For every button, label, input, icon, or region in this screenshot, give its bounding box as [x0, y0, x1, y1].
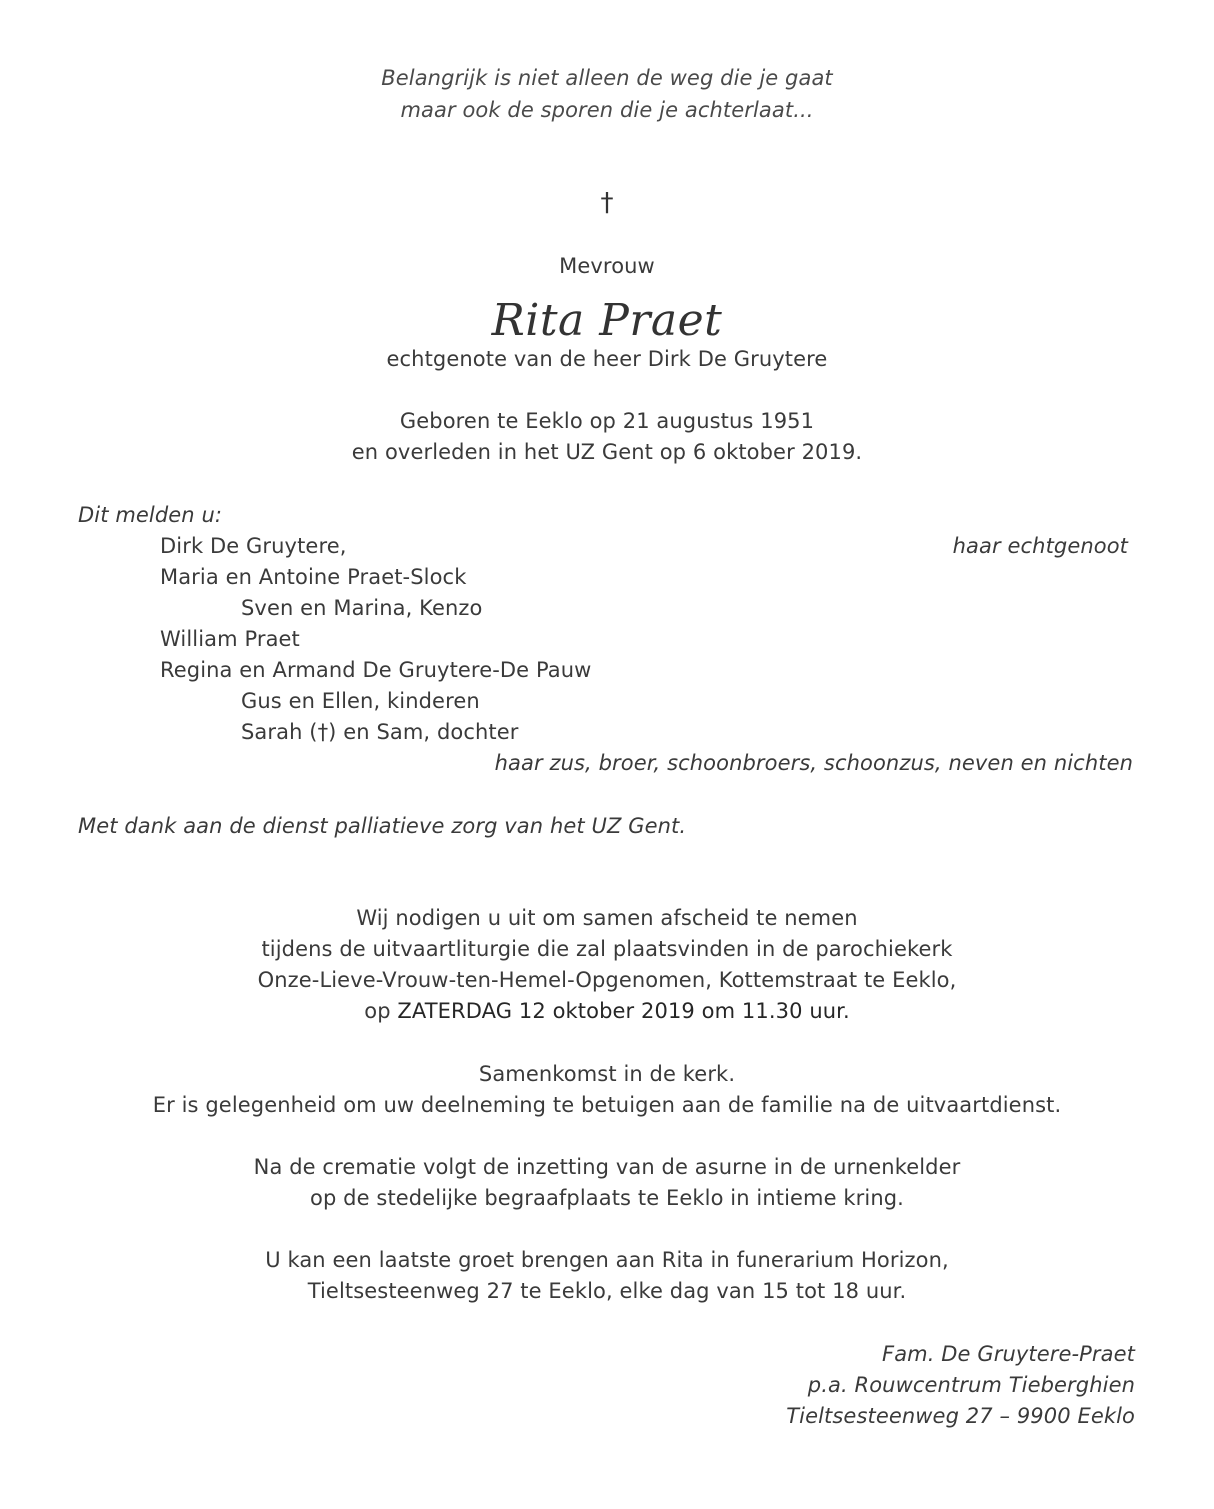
quote-line-2: maar ook de sporen die je achterlaat...	[400, 98, 814, 122]
ceremony-line-3: Onze-Lieve-Vrouw-ten-Hemel-Opgenomen, Kottemstraat te Eeklo,	[257, 968, 957, 992]
death-line: en overleden in het UZ Gent op 6 oktober 2019.	[351, 440, 863, 464]
family-member: Gus en Ellen, kinderen	[241, 689, 480, 713]
relation-family: haar zus, broer, schoonbroers, schoonzus, neven en nichten	[494, 751, 1133, 775]
signature-line-2: p.a. Rouwcentrum Tieberghien	[807, 1373, 1135, 1397]
quote-line-1: Belangrijk is niet alleen de weg die je gaat	[381, 66, 833, 90]
relation-spouse: haar echtgenoot	[952, 534, 1128, 558]
announcement-intro: Dit melden u:	[78, 503, 223, 527]
deceased-name: Rita Praet	[491, 295, 723, 346]
ceremony-line-4	[0, 996, 1214, 1027]
family-member: Sven en Marina, Kenzo	[241, 596, 483, 620]
gathering-line-1: Samenkomst in de kerk.	[478, 1062, 736, 1086]
thanks-line: Met dank aan de dienst palliatieve zorg van het UZ Gent.	[78, 814, 687, 838]
family-member: Sarah (†) en Sam, dochter	[241, 720, 519, 744]
cremation-line-1: Na de crematie volgt de inzetting van de asurne in de urnenkelder	[253, 1155, 961, 1179]
ceremony-date-prefix: op	[364, 999, 398, 1023]
ceremony-line-2: tijdens de uitvaartliturgie die zal plaatsvinden in de parochiekerk	[261, 937, 953, 961]
family-member: William Praet	[160, 627, 300, 651]
gathering-line-2: Er is gelegenheid om uw deelneming te betuigen aan de familie na de uitvaartdienst.	[152, 1093, 1062, 1117]
signature-line-3: Tieltsesteenweg 27 – 9900 Eeklo	[786, 1404, 1135, 1428]
family-member: Dirk De Gruytere,	[160, 534, 347, 558]
cross-icon: †	[600, 188, 614, 218]
family-member: Regina en Armand De Gruytere-De Pauw	[160, 658, 592, 682]
visit-line-2: Tieltsesteenweg 27 te Eeklo, elke dag van 15 tot 18 uur.	[307, 1279, 907, 1303]
spouse-line: echtgenote van de heer Dirk De Gruytere	[386, 347, 828, 371]
salutation: Mevrouw	[559, 254, 655, 278]
birth-line: Geboren te Eeklo op 21 augustus 1951	[399, 409, 815, 433]
ceremony-date: ZATERDAG 12 oktober 2019 om 11.30 uur.	[397, 999, 850, 1023]
visit-line-1: U kan een laatste groet brengen aan Rita in funerarium Horizon,	[265, 1248, 949, 1272]
signature-line-1: Fam. De Gruytere-Praet	[882, 1342, 1135, 1366]
family-member: Maria en Antoine Praet-Slock	[160, 565, 467, 589]
ceremony-line-1: Wij nodigen u uit om samen afscheid te nemen	[356, 906, 858, 930]
cremation-line-2: op de stedelijke begraafplaats te Eeklo in intieme kring.	[310, 1186, 904, 1210]
